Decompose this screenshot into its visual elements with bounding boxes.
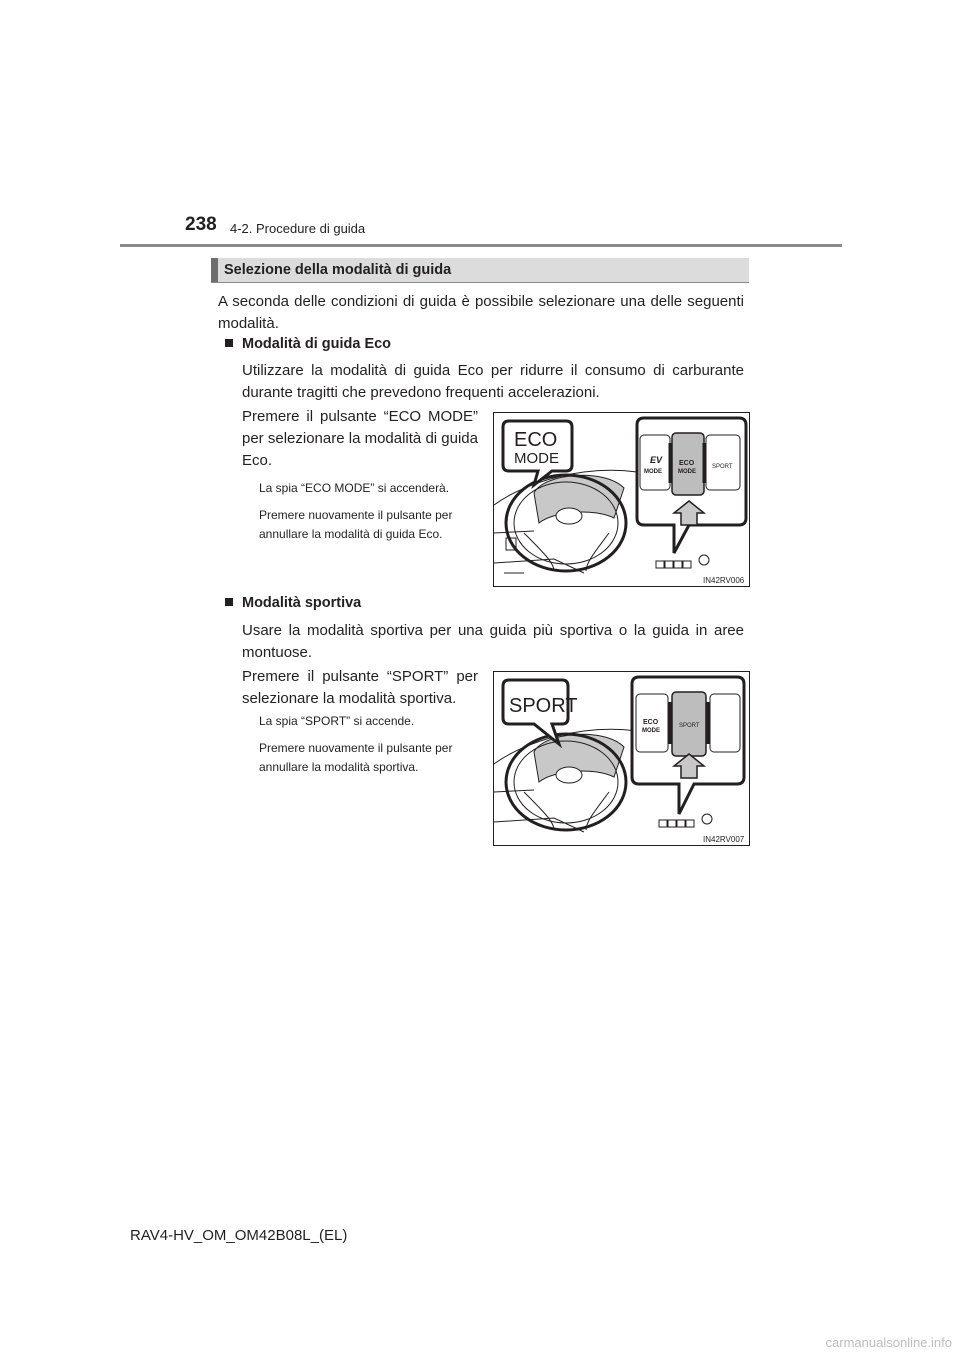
bullet-square-icon (225, 339, 233, 347)
bullet-square-icon (225, 598, 233, 606)
sport-figure-code: IN42RV007 (703, 835, 745, 844)
eco-note-1: La spia “ECO MODE” si accenderà. (259, 481, 450, 495)
btn-ev-mode-label: MODE (644, 469, 662, 475)
sport-description: Usare la modalità sportiva per una guida più sportiva o la guida in aree montuose. (242, 622, 744, 661)
sport-callout: SPORT (509, 695, 578, 717)
watermark: carmanualsonline.info (825, 1335, 952, 1350)
eco-heading (225, 336, 391, 352)
btn-eco-mode-label: MODE (678, 469, 696, 475)
btn-eco-mode-label: MODE (642, 728, 660, 734)
section-title: Selezione della modalità di guida (224, 262, 452, 278)
eco-mode-figure (493, 412, 750, 587)
btn-eco-label: ECO (643, 719, 659, 726)
header-rule (120, 244, 842, 247)
section-intro: A seconda delle condizioni di guida è possibile selezionare una delle seguenti modalità. (218, 293, 744, 332)
sport-mode-illustration (494, 672, 749, 845)
sport-instruction: Premere il pulsante “SPORT” per selezionare la modalità sportiva. (242, 668, 478, 707)
eco-callout-line1: ECO (514, 429, 558, 451)
eco-figure-code: IN42RV006 (703, 576, 745, 585)
eco-description: Utilizzare la modalità di guida Eco per ridurre il consumo di carburante durante tragitti che prevedono frequenti accelerazioni. (242, 362, 744, 401)
sport-note-1: La spia “SPORT” si accende. (259, 714, 415, 728)
btn-ev-label: EV (650, 455, 663, 465)
sport-mode-figure (493, 671, 750, 846)
chapter-title: 4-2. Procedure di guida (230, 221, 366, 236)
eco-mode-illustration (494, 413, 749, 586)
document-code: RAV4-HV_OM_OM42B08L_(EL) (130, 1227, 348, 1244)
sport-heading-text: Modalità sportiva (242, 595, 362, 611)
page-number: 238 (185, 214, 217, 235)
eco-callout-line2: MODE (514, 450, 559, 467)
eco-instruction: Premere il pulsante “ECO MODE” per selezionare la modalità di guida Eco. (242, 408, 478, 469)
eco-note-2: Premere nuovamente il pulsante per annullare la modalità di guida Eco. (259, 508, 453, 541)
btn-eco-label: ECO (679, 460, 695, 467)
btn-sport-label: SPORT (679, 723, 700, 729)
section-accent (211, 258, 218, 282)
sport-heading (225, 595, 361, 611)
sport-note-2: Premere nuovamente il pulsante per annullare la modalità sportiva. (259, 741, 453, 774)
eco-heading-text: Modalità di guida Eco (242, 336, 392, 352)
section-title-bar (211, 258, 749, 283)
btn-sport-label: SPORT (712, 464, 733, 470)
